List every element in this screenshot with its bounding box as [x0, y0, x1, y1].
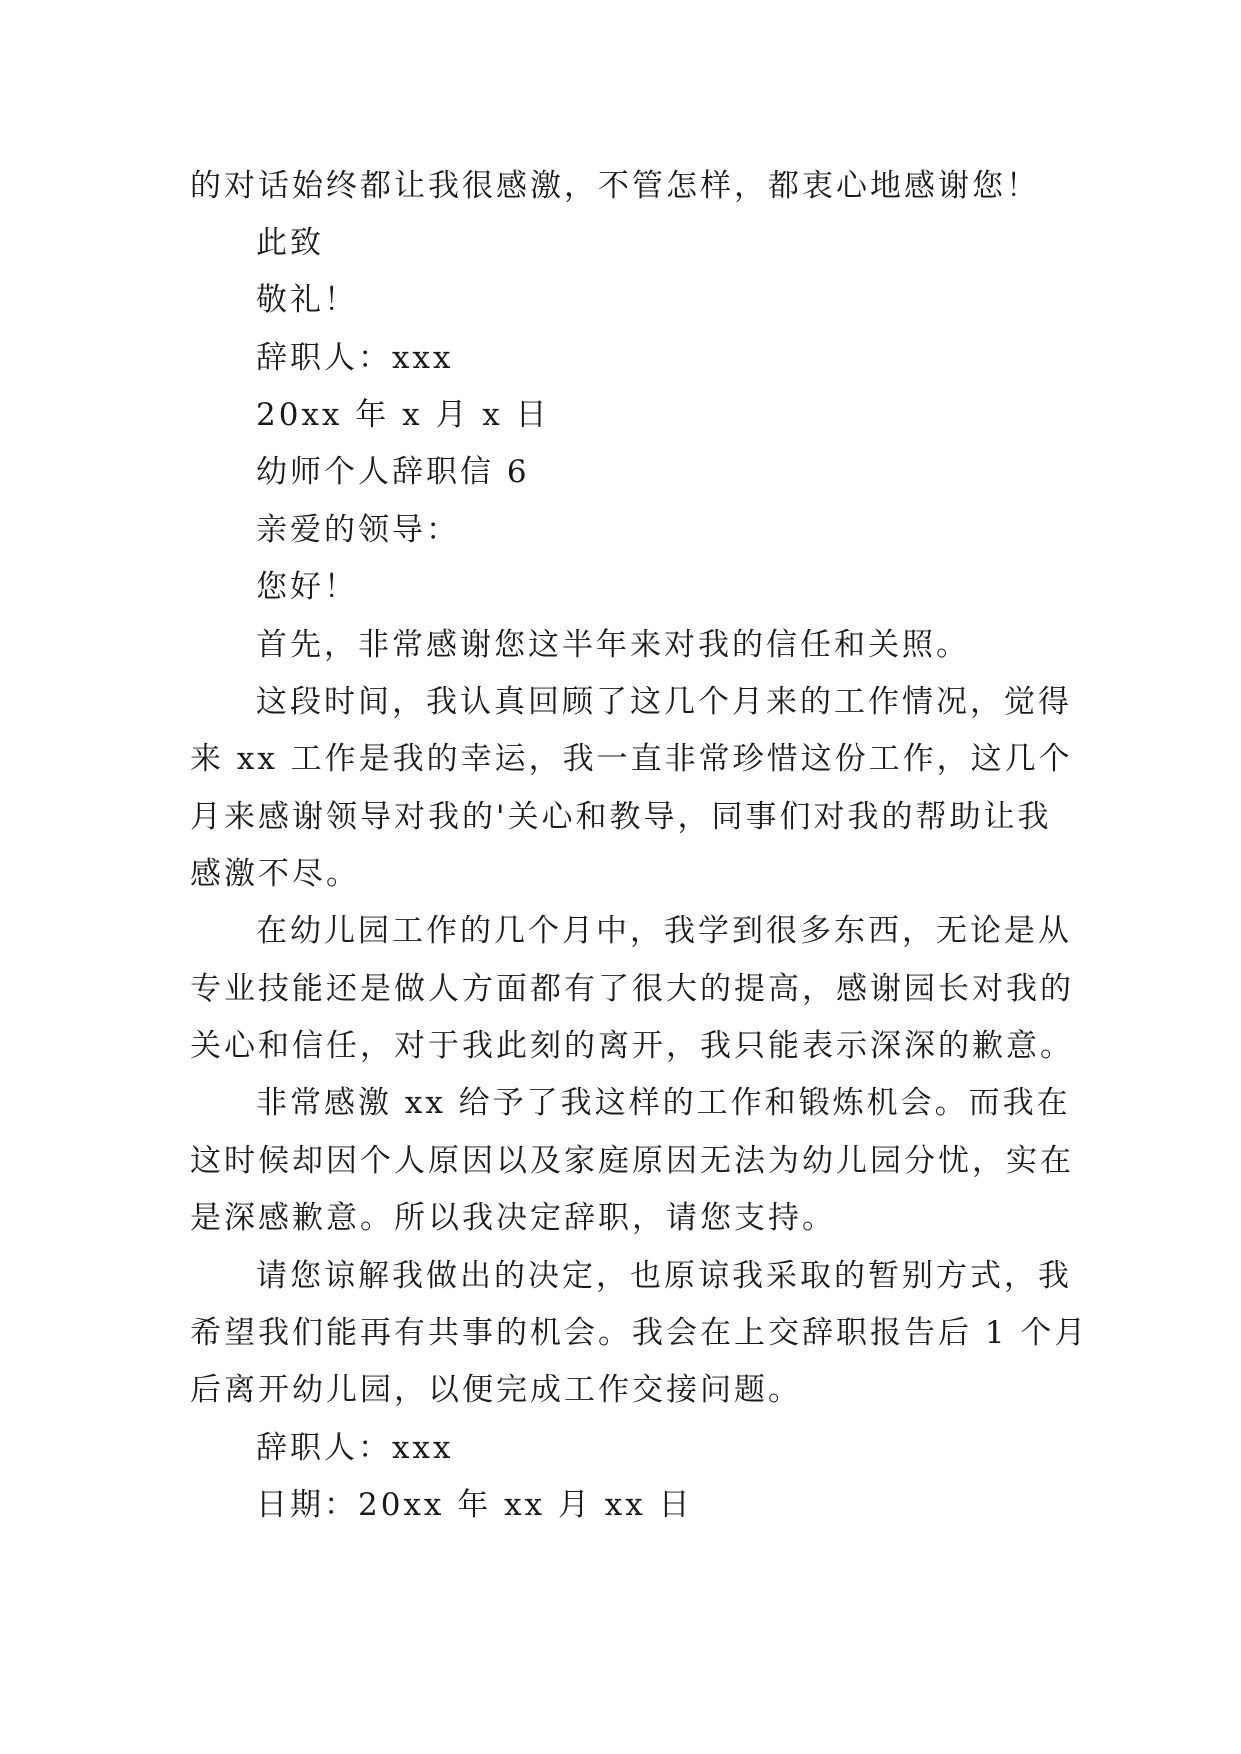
paragraph-line: 后离开幼儿园，以便完成工作交接问题。: [190, 1372, 802, 1408]
paragraph-line: 首先，非常感谢您这半年来对我的信任和关照。: [256, 627, 970, 663]
paragraph-line: 希望我们能再有共事的机会。我会在上交辞职报告后 1 个月: [190, 1315, 1089, 1351]
letter-heading: 幼师个人辞职信 6: [256, 454, 530, 490]
paragraph-line: 月来感谢领导对我的'关心和教导，同事们对我的帮助让我: [190, 799, 1052, 835]
paragraph-line: 来 xx 工作是我的幸运，我一直非常珍惜这份工作，这几个: [190, 741, 1073, 777]
paragraph-line: 关心和信任，对于我此刻的离开，我只能表示深深的歉意。: [190, 1028, 1074, 1064]
paragraph-line: 非常感激 xx 给予了我这样的工作和锻炼机会。而我在: [256, 1085, 1071, 1121]
letter-greeting: 亲爱的领导：: [256, 512, 460, 548]
paragraph-line: 专业技能还是做人方面都有了很大的提高，感谢园长对我的: [190, 971, 1074, 1007]
paragraph-line: 是深感歉意。所以我决定辞职，请您支持。: [190, 1200, 836, 1236]
signature-name: 辞职人：xxx: [256, 1430, 454, 1466]
signature-date: 日期：20xx 年 xx 月 xx 日: [256, 1487, 693, 1523]
signature-name: 辞职人：xxx: [256, 340, 454, 376]
text-line: 的对话始终都让我很感激，不管怎样，都衷心地感谢您！: [190, 168, 1040, 204]
paragraph-line: 在幼儿园工作的几个月中，我学到很多东西，无论是从: [256, 913, 1072, 949]
paragraph-line: 这段时间，我认真回顾了这几个月来的工作情况，觉得: [256, 684, 1072, 720]
paragraph-line: 感激不尽。: [190, 856, 360, 892]
signature-date: 20xx 年 x 月 x 日: [256, 397, 550, 433]
closing-salutation: 此致: [256, 225, 324, 261]
closing-respect: 敬礼！: [256, 282, 358, 318]
letter-hello: 您好！: [256, 569, 358, 605]
paragraph-line: 这时候却因个人原因以及家庭原因无法为幼儿园分忧，实在: [190, 1143, 1074, 1179]
paragraph-line: 请您谅解我做出的决定，也原谅我采取的暂别方式，我: [256, 1258, 1072, 1294]
